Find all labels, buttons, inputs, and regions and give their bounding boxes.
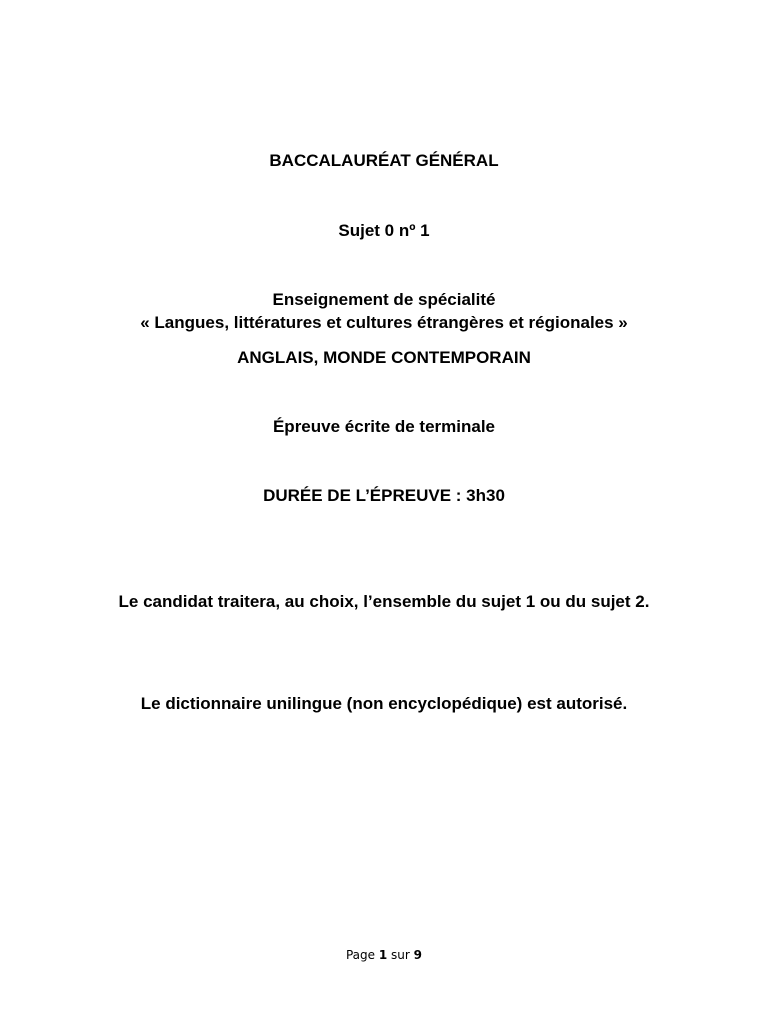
teaching-specialty: « Langues, littératures et cultures étrangères et régionales » (140, 313, 628, 332)
duration-label: DURÉE DE L’ÉPREUVE : (263, 486, 462, 505)
page-word: Page (345, 948, 376, 962)
document-title: BACCALAURÉAT GÉNÉRAL (269, 151, 499, 170)
exam-type: Épreuve écrite de terminale (272, 417, 496, 436)
language-section: ANGLAIS, MONDE CONTEMPORAIN (237, 348, 531, 367)
instruction-choice: Le candidat traitera, au choix, l’ensemble du sujet 1 ou du sujet 2. (118, 592, 650, 611)
duration-value: 3h30 (466, 486, 505, 505)
of-word: sur (391, 948, 410, 962)
current-page: 1 (378, 948, 388, 962)
exam-duration (0, 486, 768, 506)
teaching-heading: Enseignement de spécialité (272, 290, 496, 309)
total-pages: 9 (413, 948, 423, 962)
subject-number: Sujet 0 nº 1 (338, 221, 430, 240)
instruction-dictionary: Le dictionnaire unilingue (non encyclopédique) est autorisé. (140, 694, 628, 713)
page-footer (0, 947, 768, 963)
